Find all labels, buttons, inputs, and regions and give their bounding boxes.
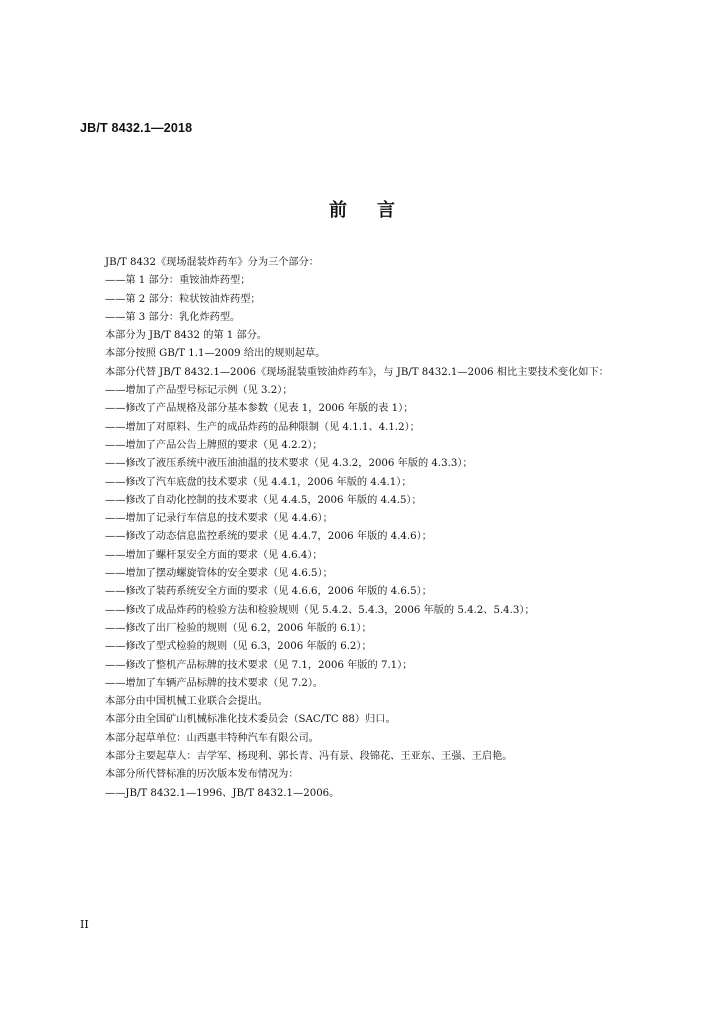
foreword-line: ——第 1 部分：重铵油炸药型； [105,275,251,287]
foreword-line: 本部分由中国机械工业联合会提出。 [105,696,268,708]
foreword-line: 本部分由全国矿山机械标准化技术委员会（SAC/TC 88）归口。 [105,714,396,726]
foreword-line: ——修改了自动化控制的技术要求（见 4.4.5，2006 年版的 4.4.5）； [105,494,422,506]
foreword-line: ——修改了动态信息监控系统的要求（见 4.4.7，2006 年版的 4.4.6）； [105,531,432,543]
foreword-body [80,254,643,803]
foreword-line: ——增加了车辆产品标牌的技术要求（见 7.2）。 [105,677,324,689]
foreword-line: ——增加了产品公告上牌照的要求（见 4.2.2）； [105,439,323,451]
foreword-line: ——增加了摆动螺旋管体的安全要求（见 4.6.5）； [105,568,333,580]
foreword-line: JB/T 8432《现场混装炸药车》分为三个部分： [105,257,319,268]
foreword-line: ——增加了产品型号标记示例（见 3.2）； [105,385,293,397]
foreword-line: ——修改了装药系统安全方面的要求（见 4.6.6，2006 年版的 4.6.5）； [105,586,432,598]
foreword-line: ——修改了产品规格及部分基本参数（见表 1，2006 年版的表 1）； [105,403,414,415]
standard-code: JB/T 8432.1—2018 [80,121,193,135]
foreword-line: ——第 3 部分：乳化炸药型。 [105,311,241,323]
foreword-line: ——JB/T 8432.1—1996、JB/T 8432.1—2006。 [105,787,340,799]
foreword-line: ——增加了螺杆泵安全方面的要求（见 4.6.4）； [105,549,323,561]
foreword-paragraph: 本部分代替 JB/T 8432.1—2006《现场混装重铵油炸药车》，与 JB/T 8432.1—2006 相比主要技术变化如下： [105,366,609,378]
foreword-line: ——修改了液压系统中液压油油温的技术要求（见 4.3.2，2006 年版的 4.3.3）； [105,458,473,470]
foreword-line: ——修改了成品炸药的检验方法和检验规则（见 5.4.2、5.4.3，2006 年版的 5.4.2、5.4.3）； [105,604,535,616]
page-title: 前言 [329,200,425,221]
foreword-line: 本部分主要起草人：吉学军、杨现利、郭长青、冯有景、段锦花、王亚东、王强、王启艳。 [105,751,513,763]
foreword-line: ——增加了对原料、生产的成品炸药的品种限制（见 4.1.1、4.1.2）； [105,421,420,433]
foreword-line: 本部分所代替标准的历次版本发布情况为： [105,769,299,781]
foreword-line: 本部分起草单位：山西惠丰特种汽车有限公司。 [105,732,319,744]
foreword-line: ——增加了记录行车信息的技术要求（见 4.4.6）； [105,513,333,525]
foreword-line: 本部分按照 GB/T 1.1—2009 给出的规则起草。 [105,348,326,360]
foreword-line: 本部分为 JB/T 8432 的第 1 部分。 [105,330,268,342]
page-number: II [80,918,89,931]
foreword-line: ——修改了整机产品标牌的技术要求（见 7.1，2006 年版的 7.1）； [105,659,413,671]
foreword-line: ——修改了型式检验的规则（见 6.3，2006 年版的 6.2）； [105,641,372,653]
foreword-line: ——修改了出厂检验的规则（见 6.2，2006 年版的 6.1）； [105,622,372,634]
foreword-line: ——修改了汽车底盘的技术要求（见 4.4.1，2006 年版的 4.4.1）； [105,476,412,488]
foreword-line: ——第 2 部分：粒状铵油炸药型； [105,293,261,305]
